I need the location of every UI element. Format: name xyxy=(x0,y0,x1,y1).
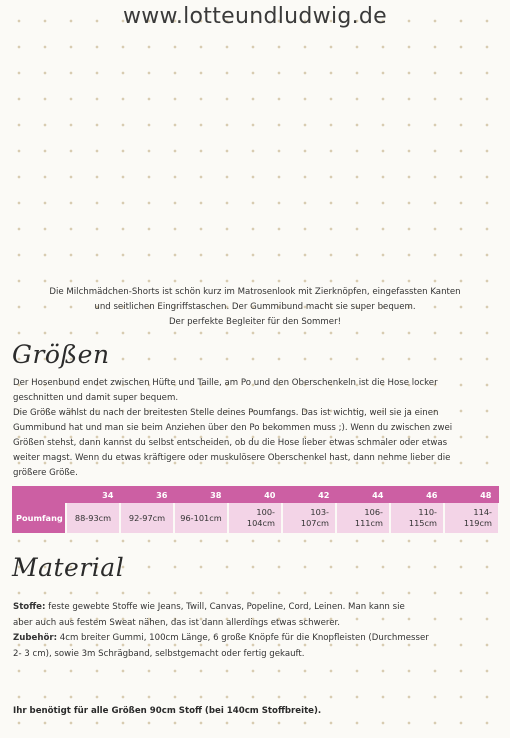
size-value-cell xyxy=(390,503,444,533)
groessen-line: geschnitten und damit super bequem. xyxy=(13,393,179,403)
size-header-cell: 44 xyxy=(336,486,390,503)
groessen-line: weiter magst. Wenn du etwas kräftigere oder muskulösere Oberschenkel hast, dann nehme lieber die xyxy=(13,453,451,463)
size-value-text: 111cm xyxy=(354,518,383,528)
size-header-cell: 34 xyxy=(66,486,120,503)
size-value-cell xyxy=(336,503,390,533)
groessen-line: Der Hosenbund endet zwischen Hüfte und Taille, am Po und den Oberschenkeln ist die Hose locker xyxy=(13,378,438,388)
site-url: www.lotteundludwig.de xyxy=(122,4,388,29)
intro-line: und seitlichen Eingriffstaschen. Der Gummibund macht sie super bequem. xyxy=(94,302,416,312)
size-value-text: 104cm xyxy=(246,518,275,528)
size-value-text: 92-97cm xyxy=(128,512,166,523)
size-value-text: 88-93cm xyxy=(74,512,112,523)
size-header-cell: 38 xyxy=(174,486,228,503)
size-value-text: 107cm xyxy=(300,518,329,528)
size-value-cell xyxy=(282,503,336,533)
size-value-text: 110- xyxy=(418,507,437,517)
size-value-text: 119cm xyxy=(463,518,492,528)
fabric-requirement-note: Ihr benötigt für alle Größen 90cm Stoff (bei 140cm Stoffbreite). xyxy=(13,706,322,716)
groessen-line: Die Größe wählst du nach der breitesten Stelle deines Poumfangs. Das ist wichtig, weil sie ja einen xyxy=(13,408,439,418)
intro-line: Die Milchmädchen-Shorts ist schön kurz im Matrosenlook mit Zierknöpfen, eingefassten Kanten xyxy=(49,287,461,297)
groessen-line: Gummibund hat und man sie beim Anziehen über den Po bekommen muss ;). Wenn du zwischen zwei xyxy=(13,423,453,433)
size-value-cell xyxy=(66,503,120,533)
size-header-corner xyxy=(12,486,66,503)
size-value-row xyxy=(12,503,498,533)
size-value-cell xyxy=(120,503,174,533)
size-value-cell xyxy=(228,503,282,533)
size-value-text: 115cm xyxy=(408,518,437,528)
size-header-cell: 42 xyxy=(282,486,336,503)
groessen-line: größere Größe. xyxy=(13,468,78,478)
stoffe-text: feste gewebte Stoffe wie Jeans, Twill, Canvas, Popeline, Cord, Leinen. Man kann sie xyxy=(45,602,405,612)
zubehoer-text: 4cm breiter Gummi, 100cm Länge, 6 große Knöpfe für die Knopfleisten (Durchmesser xyxy=(57,633,429,643)
size-header-cell: 48 xyxy=(444,486,498,503)
size-header-cell: 46 xyxy=(390,486,444,503)
zubehoer-label: Zubehör: xyxy=(13,633,58,643)
size-value-text: 103- xyxy=(310,507,329,517)
material-heading: Material xyxy=(12,553,125,582)
material-text xyxy=(13,600,501,662)
intro-line: Der perfekte Begleiter für den Sommer! xyxy=(168,317,342,327)
size-table xyxy=(12,486,499,533)
intro-text xyxy=(10,285,500,330)
material-line: 2- 3 cm), sowie 3m Schrägband, selbstgemacht oder fertig gekauft. xyxy=(13,648,305,659)
stoffe-label: Stoffe: xyxy=(13,602,46,612)
size-value-text: 114- xyxy=(473,507,492,517)
groessen-text xyxy=(13,376,501,481)
size-value-text: 100- xyxy=(256,507,275,517)
size-value-cell xyxy=(444,503,498,533)
size-header-cell: 40 xyxy=(228,486,282,503)
size-value-cell xyxy=(174,503,228,533)
size-header-cell: 36 xyxy=(120,486,174,503)
size-value-text: 106- xyxy=(364,507,383,517)
groessen-heading: Größen xyxy=(12,340,110,369)
groessen-line: Größen stehst, dann kannst du selbst entscheiden, ob du die Hose lieber etwas schmaler oder etwas xyxy=(13,438,448,448)
material-line xyxy=(13,600,501,616)
row-label-poumfang: Poumfang xyxy=(12,503,66,533)
material-line xyxy=(13,631,501,647)
size-value-text: 96-101cm xyxy=(180,512,222,523)
material-line: aber auch aus festem Sweat nähen, das ist dann allerdings etwas schwerer. xyxy=(13,617,340,628)
size-header-row xyxy=(12,486,498,503)
